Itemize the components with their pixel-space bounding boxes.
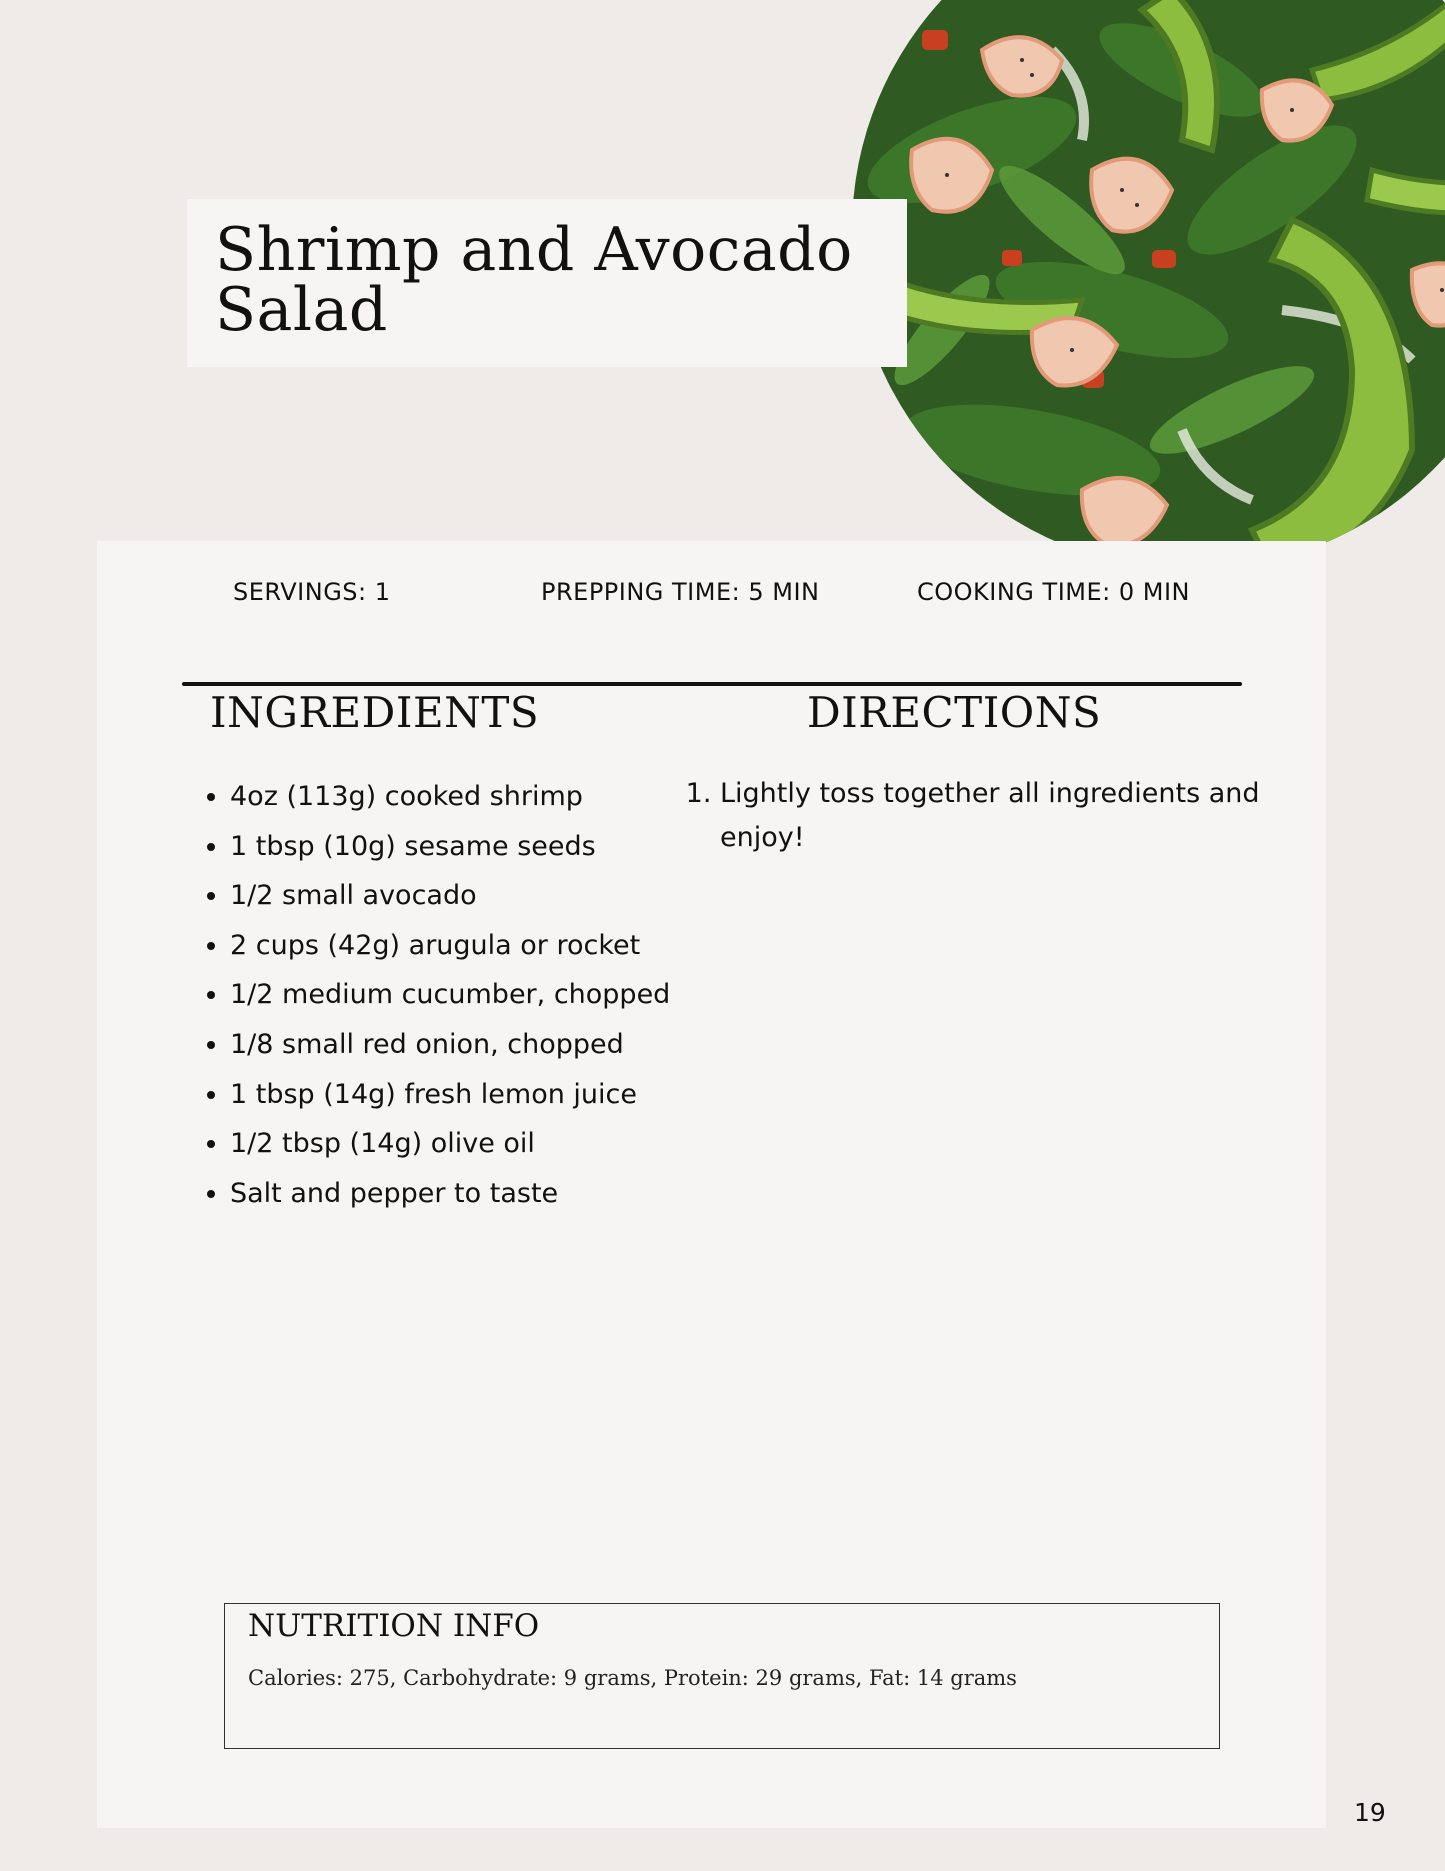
list-item: • 1 tbsp (10g) sesame seeds bbox=[230, 822, 690, 872]
nutrition-box bbox=[224, 1603, 1220, 1749]
direction-step: 1. Lightly toss together all ingredients and enjoy! bbox=[720, 772, 1290, 860]
list-item: • 4oz (113g) cooked shrimp bbox=[230, 772, 690, 822]
cook-time: COOKING TIME: 0 MIN bbox=[917, 578, 1190, 606]
directions-list bbox=[690, 772, 1290, 860]
ingredients-list bbox=[200, 772, 690, 1218]
nutrition-text: Calories: 275, Carbohydrate: 9 grams, Protein: 29 grams, Fat: 14 grams bbox=[248, 1666, 1017, 1690]
nutrition-heading: NUTRITION INFO bbox=[248, 1608, 540, 1644]
list-item: • Salt and pepper to taste bbox=[230, 1169, 690, 1219]
list-item: • 1/2 tbsp (14g) olive oil bbox=[230, 1119, 690, 1169]
list-item: • 1/2 medium cucumber, chopped bbox=[230, 970, 690, 1020]
directions-heading: DIRECTIONS bbox=[807, 688, 1102, 737]
section-divider bbox=[182, 682, 1242, 686]
list-item: • 1/2 small avocado bbox=[230, 871, 690, 921]
list-item: • 1 tbsp (14g) fresh lemon juice bbox=[230, 1070, 690, 1120]
ingredients-heading: INGREDIENTS bbox=[210, 688, 540, 737]
page-number: 19 bbox=[1354, 1798, 1386, 1827]
list-item: • 2 cups (42g) arugula or rocket bbox=[230, 921, 690, 971]
salad-photo bbox=[852, 0, 1445, 570]
list-item: • 1/8 small red onion, chopped bbox=[230, 1020, 690, 1070]
servings: SERVINGS: 1 bbox=[233, 578, 391, 606]
prep-time: PREPPING TIME: 5 MIN bbox=[541, 578, 820, 606]
salad-illustration bbox=[852, 0, 1445, 570]
recipe-title: Shrimp and Avocado Salad bbox=[215, 215, 853, 345]
